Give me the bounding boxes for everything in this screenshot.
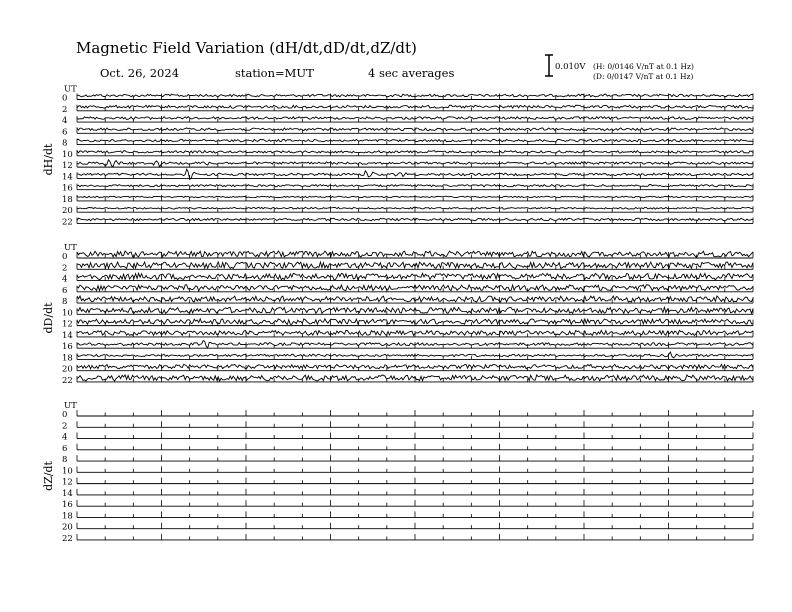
row-hour-label: 14 (62, 330, 73, 341)
row-hour-label: 0 (62, 410, 68, 420)
row-hour-label: 8 (62, 138, 68, 149)
scale-bar-label: 0.010V (555, 62, 586, 72)
row-hour-label: 16 (62, 183, 73, 194)
station-label: station=MUT (235, 66, 314, 80)
row-hour-label: 22 (62, 533, 73, 544)
row-hour-label: 18 (62, 194, 73, 205)
row-hour-label: 18 (62, 511, 73, 522)
row-hour-label: 14 (62, 488, 73, 499)
row-hour-label: 6 (62, 285, 68, 296)
averaging-label: 4 sec averages (368, 66, 455, 80)
y-axis-label: dH/dt (42, 143, 55, 176)
row-hour-label: 22 (62, 217, 73, 228)
row-hour-label: 8 (62, 455, 68, 466)
row-hour-label: 22 (62, 375, 73, 386)
row-hour-label: 2 (62, 104, 68, 115)
panels (42, 85, 753, 544)
scale-note-h: (H: 0/0146 V/nT at 0.1 Hz) (593, 62, 694, 71)
row-hour-label: 16 (62, 342, 73, 353)
row-hour-label: 10 (62, 466, 73, 477)
row-hour-label: 20 (62, 522, 73, 533)
scale-bar (545, 55, 694, 81)
row-hour-label: 4 (62, 274, 68, 285)
scale-note-d: (D: 0/0147 V/nT at 0.1 Hz) (593, 72, 694, 81)
row-hour-label: 10 (62, 308, 73, 319)
row-hour-label: 20 (62, 364, 73, 375)
row-hour-label: 2 (62, 263, 68, 274)
row-hour-label: 14 (62, 172, 73, 183)
row-hour-label: 20 (62, 206, 73, 217)
row-hour-label: 0 (62, 93, 68, 104)
row-hour-label: 6 (62, 127, 68, 138)
row-hour-label: 2 (62, 421, 68, 432)
ut-label: UT (64, 243, 77, 253)
row-hour-label: 12 (62, 161, 73, 172)
panel-dddt (42, 243, 753, 386)
row-hour-label: 12 (62, 477, 73, 488)
row-hour-label: 0 (62, 252, 68, 262)
panel-dhdt (42, 85, 753, 228)
row-hour-label: 6 (62, 443, 68, 454)
date-label: Oct. 26, 2024 (100, 66, 180, 80)
row-hour-label: 4 (62, 116, 68, 127)
row-hour-label: 4 (62, 432, 68, 443)
row-hour-label: 18 (62, 353, 73, 364)
y-axis-label: dD/dt (42, 302, 55, 334)
row-hour-label: 12 (62, 319, 73, 330)
ut-label: UT (64, 401, 77, 411)
ut-label: UT (64, 84, 77, 95)
row-hour-label: 8 (62, 297, 68, 308)
panel-dzdt (42, 401, 753, 544)
chart-title: Magnetic Field Variation (dH/dt,dD/dt,dZ/dt) (76, 39, 417, 57)
y-axis-label: dZ/dt (42, 461, 55, 491)
row-hour-label: 10 (62, 149, 73, 160)
row-hour-label: 16 (62, 500, 73, 511)
